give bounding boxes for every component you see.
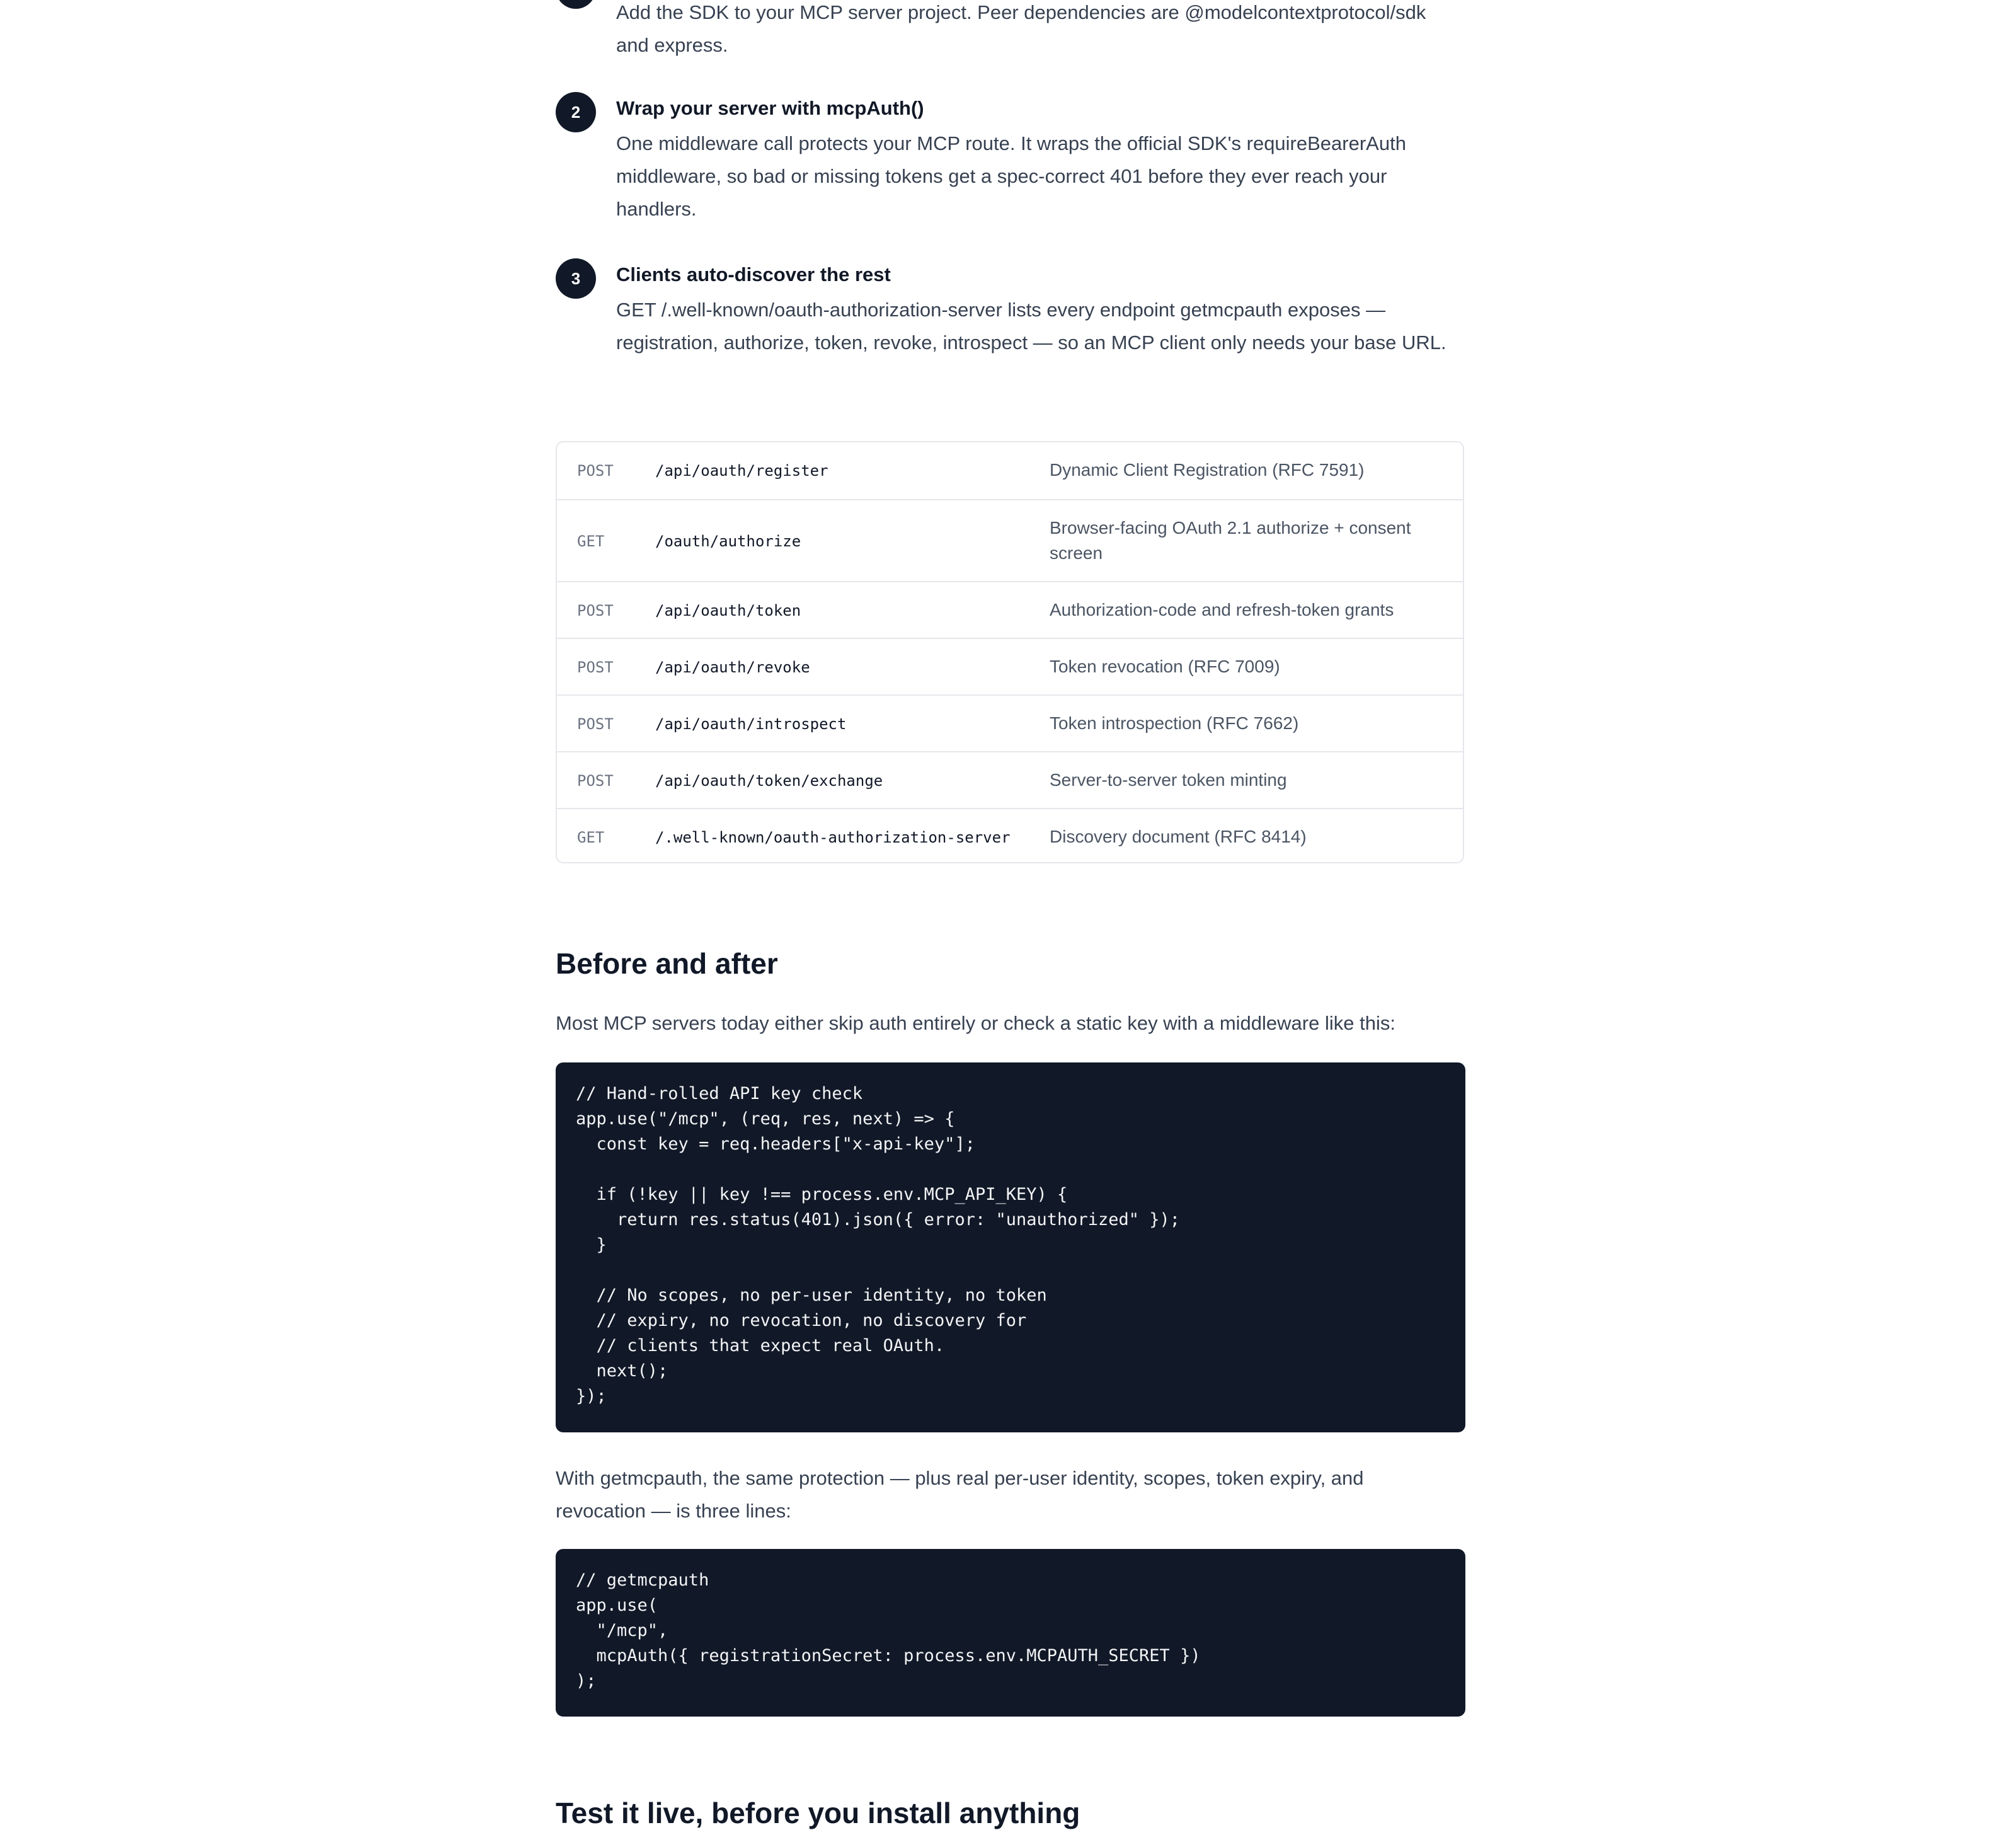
step-title: Wrap your server with mcpAuth() <box>616 97 924 119</box>
step-description: GET /.well-known/oauth-authorization-server lists every endpoint getmcpauth exposes — registration, authorize, token, revoke, introspect — so an MCP client only needs your base URL. <box>616 299 1446 354</box>
endpoint-path: /oauth/authorize <box>655 532 801 550</box>
endpoint-description: Token introspection (RFC 7662) <box>1050 713 1299 733</box>
step-number-badge <box>556 0 596 9</box>
endpoint-description: Browser-facing OAuth 2.1 authorize + consent screen <box>1050 518 1411 563</box>
endpoint-row <box>557 581 1463 638</box>
endpoint-path: /api/oauth/introspect <box>655 715 847 733</box>
endpoint-path: /api/oauth/register <box>655 462 828 480</box>
code-line <box>576 1157 1445 1182</box>
code-line: next(); <box>576 1361 668 1381</box>
code-line: app.use("/mcp", (req, res, next) => { <box>576 1109 955 1129</box>
endpoint-description: Authorization-code and refresh-token grants <box>1050 600 1394 619</box>
code-line <box>576 1258 1445 1283</box>
endpoint-description: Dynamic Client Registration (RFC 7591) <box>1050 460 1365 480</box>
after-intro-text: With getmcpauth, the same protection — plus real per-user identity, scopes, token expiry, and revocation — is three lines: <box>556 1467 1364 1522</box>
endpoint-row <box>557 808 1463 863</box>
endpoints-table <box>556 441 1464 863</box>
http-method: GET <box>577 532 605 550</box>
step-number-badge: 2 <box>556 92 596 132</box>
code-line: // No scopes, no per-user identity, no token <box>576 1286 1047 1305</box>
code-block-after[interactable] <box>556 1549 1465 1717</box>
code-line: "/mcp", <box>576 1621 668 1640</box>
code-line: if (!key || key !== process.env.MCP_API_KEY) { <box>576 1185 1068 1204</box>
endpoint-path: /api/oauth/token <box>655 602 801 619</box>
endpoint-row <box>557 638 1463 694</box>
code-line: ); <box>576 1671 597 1691</box>
endpoint-row <box>557 499 1463 581</box>
code-line: // getmcpauth <box>576 1570 709 1590</box>
code-line: app.use( <box>576 1596 658 1615</box>
code-line: mcpAuth({ registrationSecret: process.env.MCPAUTH_SECRET }) <box>576 1646 1201 1666</box>
http-method: POST <box>577 462 614 480</box>
http-method: POST <box>577 715 614 733</box>
code-line: // clients that expect real OAuth. <box>576 1336 945 1355</box>
endpoint-path: /.well-known/oauth-authorization-server <box>655 829 1011 846</box>
code-line: // Hand-rolled API key check <box>576 1084 863 1103</box>
step-title: Clients auto-discover the rest <box>616 263 891 285</box>
section-heading-before-after: Before and after <box>556 947 778 980</box>
code-line: }); <box>576 1386 607 1406</box>
endpoint-description: Discovery document (RFC 8414) <box>1050 827 1307 846</box>
code-line: const key = req.headers["x-api-key"]; <box>576 1134 975 1154</box>
endpoint-path: /api/oauth/revoke <box>655 659 810 676</box>
http-method: GET <box>577 829 605 846</box>
http-method: POST <box>577 659 614 676</box>
endpoint-description: Server-to-server token minting <box>1050 770 1287 790</box>
code-line: // expiry, no revocation, no discovery for <box>576 1311 1027 1330</box>
section-heading-test-live: Test it live, before you install anything <box>556 1797 1080 1829</box>
before-intro-text: Most MCP servers today either skip auth entirely or check a static key with a middleware like this: <box>556 1012 1395 1034</box>
step-description: One middleware call protects your MCP route. It wraps the official SDK's requireBearerAuth middleware, so bad or missing tokens get a spec-correct 401 before they ever reach your handlers. <box>616 132 1406 220</box>
step-description: Add the SDK to your MCP server project. Peer dependencies are @modelcontextprotocol/sdk and express. <box>616 1 1426 56</box>
step-number-badge: 3 <box>556 258 596 299</box>
endpoint-description: Token revocation (RFC 7009) <box>1050 657 1280 676</box>
endpoint-row <box>557 694 1463 751</box>
code-line: } <box>576 1235 607 1255</box>
code-block-before[interactable] <box>556 1062 1465 1432</box>
http-method: POST <box>577 602 614 619</box>
http-method: POST <box>577 772 614 790</box>
code-line: return res.status(401).json({ error: "unauthorized" }); <box>576 1210 1181 1229</box>
endpoint-row <box>557 751 1463 808</box>
endpoint-row <box>557 442 1463 499</box>
endpoint-path: /api/oauth/token/exchange <box>655 772 883 790</box>
